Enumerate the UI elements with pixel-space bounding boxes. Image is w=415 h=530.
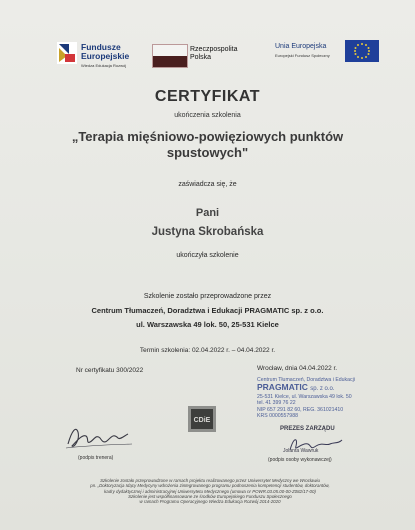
stamp-brand	[257, 383, 377, 394]
certificate-number: Nr certyfikatu 300/2022	[76, 367, 144, 374]
eu-flag-icon	[345, 40, 379, 62]
company-stamp	[257, 377, 377, 419]
unia-europejska-logo	[275, 40, 385, 72]
stamp-line1: Centrum Tłumaczeń, Doradztwa i Edukacji	[257, 377, 355, 383]
footer-line: pn. „Doktoryzacja Idący Medycyny wdrożenia zintegrowanego programu podnoszenia kompetencji studentów, doktorantów,	[90, 483, 330, 489]
footer-note	[50, 478, 370, 504]
polish-flag-icon	[152, 44, 188, 68]
fundusze-europejskie-icon	[57, 42, 77, 64]
stamp-brand-name: PRAGMATIC	[257, 382, 308, 393]
trainer-signature	[62, 422, 142, 452]
fe-subtitle: Wiedza Edukacja Rozwój	[81, 63, 127, 68]
fe-line1: Fundusze	[81, 42, 121, 52]
trainer-signature-caption: (podpis trenera)	[78, 455, 114, 461]
course-title-line2: spustowych"	[166, 145, 249, 160]
course-title-line1: „Terapia mięśniowo-powięziowych punktów	[71, 129, 344, 144]
cdie-logo-icon	[188, 406, 216, 432]
attest-text: zaświadcza się, że	[178, 181, 237, 188]
certificate-subtitle: ukończenia szkolenia	[174, 112, 241, 119]
president-name: Jolanta Wawruk	[283, 448, 319, 454]
logo-bar	[0, 38, 415, 78]
place-and-date: Wrocław, dnia 04.04.2022 r.	[257, 365, 338, 372]
conducted-by-text: Szkolenie zostało przeprowadzone przez	[143, 293, 272, 300]
stamp-line3: 25-531 Kielce, ul. Warszawska 49 lok. 50	[257, 394, 352, 401]
rp-line2: Polska	[190, 54, 212, 61]
ue-line1: Unia Europejska	[275, 43, 327, 50]
footer-line: Szkolenie jest współfinansowane ze środków Europejskiego Funduszu Społecznego	[128, 493, 292, 499]
certificate-title: CERTYFIKAT	[154, 88, 261, 105]
fe-line2: Europejskie	[81, 51, 130, 61]
footer-line: Szkolenie zostało przeprowadzone w ramach projektu realizowanego przez Uniwersytet Medyczny we Wrocławiu	[100, 478, 320, 483]
rp-line1: Rzeczpospolita	[190, 46, 238, 53]
recipient-name: Justyna Skrobańska	[151, 226, 264, 238]
cdie-logo-text: CDiE	[193, 417, 211, 424]
ue-line2: Europejski Fundusz Społeczny	[275, 53, 330, 58]
stamp-line6: KRS 0000557988	[257, 412, 298, 419]
fundusze-europejskie-logo	[57, 40, 147, 72]
salutation: Pani	[195, 207, 220, 219]
footer-line: kadry dydaktycznej i administracyjnej Uniwersytetu Medycznego (umowa nr POWR.03.05.00-00-Z082/17-00)	[104, 488, 316, 494]
stamp-brand-suffix: sp. z o.o.	[310, 386, 335, 393]
stamp-line5: NIP 657 291 82 60, REG. 361021410	[257, 406, 344, 413]
organizer-address: ul. Warszawska 49 lok. 50, 25-531 Kielce	[136, 320, 279, 329]
stamp-line4: tel. 41 399 76 22	[257, 400, 296, 407]
footer-line: w ramach Programu Operacyjnego Wiedza Edukacja Rozwój 2014-2020	[139, 499, 281, 505]
organizer-name: Centrum Tłumaczeń, Doradztwa i Edukacji PRAGMATIC sp. z o.o.	[91, 306, 324, 315]
president-signature-caption: (podpis osoby wykonawczej)	[268, 457, 332, 463]
training-dates: Termin szkolenia: 02.04.2022 r. – 04.04.2022 r.	[139, 347, 276, 354]
rzeczpospolita-logo	[152, 44, 247, 70]
completed-text: ukończyła szkolenie	[176, 252, 239, 259]
president-title: PREZES ZARZĄDU	[280, 426, 335, 432]
president-signature	[280, 432, 350, 458]
